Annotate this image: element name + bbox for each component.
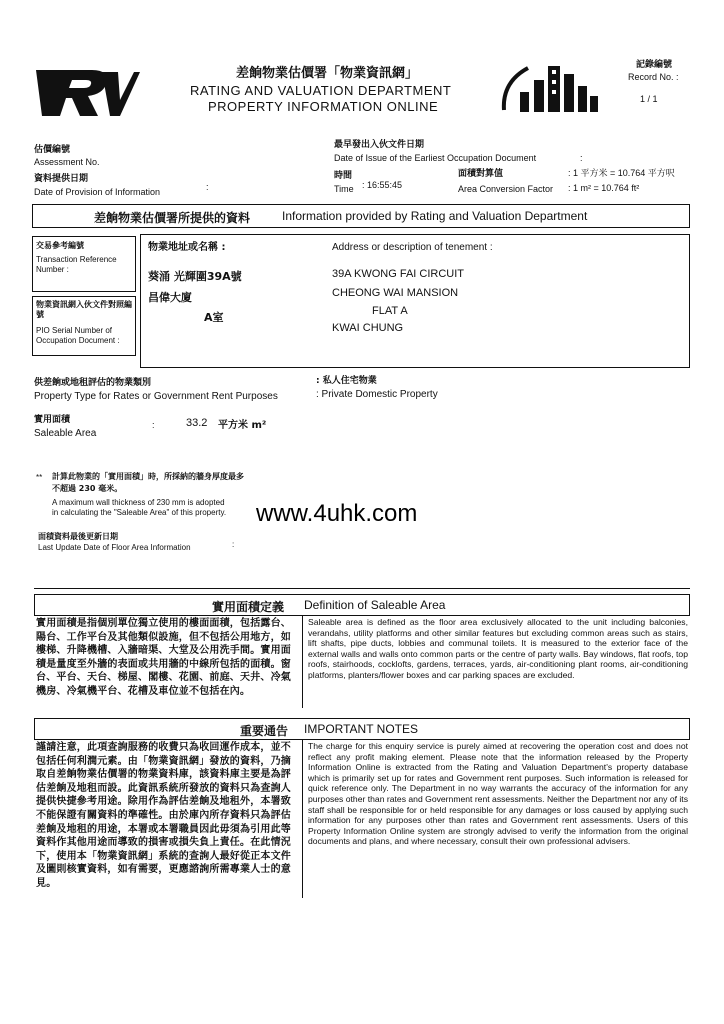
conv-value-2: : 1 m² = 10.764 ft² [568,183,640,193]
address-cn-line-2: 昌偉大廈 [148,291,192,304]
last-update-label-en: Last Update Date of Floor Area Information [38,543,191,552]
issue-label-cn: 最早發出入伙文件日期 [334,140,425,150]
provision-label-en: Date of Provision of Information [34,187,161,197]
watermark: www.4uhk.com [256,500,418,527]
address-en-line-1: 39A KWONG FAI CIRCUIT [332,268,465,280]
note-cn-1: 計算此物業的「實用面積」時，所採納的牆身厚度最多 [52,472,244,481]
time-label-cn: 時間 [334,171,353,181]
conv-label-en: Area Conversion Factor [458,184,554,194]
address-box [140,234,690,368]
saleable-area-unit: 平方米 m² [218,420,267,431]
definition-text-cn: 實用面積是指個別單位獨立使用的樓面面積，包括露台、陽台、工作平台及其他類似設施，但不包括公用地方，如樓梯、升降機槽、入牆暗渠、大堂及公用洗手間。實用面積是量度至外牆的表面或共用牆的中線所包括的面積。窗台、平台、天台、梯屋、閣樓、花園、前庭、天井、冷氣機房、冷氣機平台、花槽及車位並不包括在內。 [36,618,291,697]
notes-divider [302,740,303,898]
header-title-en-2: PROPERTY INFORMATION ONLINE [208,99,439,114]
pio-serial-label-en: PIO Serial Number of Occupation Document : [36,326,120,345]
property-type-value-cn: : 私人住宅物業 [316,376,377,386]
property-type-value-en: : Private Domestic Property [316,389,438,400]
header-title-en-1: RATING AND VALUATION DEPARTMENT [190,83,452,98]
notes-heading-en: IMPORTANT NOTES [304,722,419,736]
note-en-1: A maximum wall thickness of 230 mm is adopted [52,498,225,507]
record-no-label-cn: 記錄編號 [636,60,673,70]
address-cn-line-1: 葵涌 光輝圍39A號 [148,270,242,283]
pio-serial-label-cn: 物業資訊網入伙文件對照編號 [36,300,132,319]
note-star: ** [36,473,43,482]
conv-label-cn: 面積對算值 [458,169,504,179]
note-en-2: in calculating the "Saleable Area" of this property. [52,508,227,517]
last-update-colon: : [232,540,235,549]
issue-label-en: Date of Issue of the Earliest Occupation Document [334,153,537,163]
issue-colon: : [580,153,583,163]
address-label-cn: 物業地址或名稱 : [148,242,226,253]
address-label-en: Address or description of tenement : [332,242,493,253]
last-update-label-cn: 面積資料最後更新日期 [38,532,118,541]
address-en-line-2: CHEONG WAI MANSION [332,287,459,299]
definition-divider [302,616,303,708]
saleable-area-label-cn: 實用面積 [34,415,71,425]
saleable-area-colon: : [152,420,155,430]
rv-logo [32,68,142,120]
saleable-area-label-en: Saleable Area [34,428,97,439]
provision-label-cn: 資料提供日期 [34,174,89,184]
conv-value-1: : 1 平方米 = 10.764 平方呎 [568,168,675,178]
assessment-label-en: Assessment No. [34,157,100,167]
time-value: : 16:55:45 [362,180,403,190]
txn-ref-label-en: Transaction Reference Number : [36,255,117,274]
note-cn-2: 不超過 230 毫米。 [52,484,123,493]
buildings-logo [498,52,608,116]
property-type-label-en: Property Type for Rates or Government Rent Purposes [34,391,278,402]
assessment-label-cn: 估價編號 [34,145,71,155]
definition-heading-cn: 實用面積定義 [212,600,285,614]
definition-top-rule [34,588,690,589]
txn-ref-label-cn: 交易參考編號 [36,241,84,250]
address-en-line-3: FLAT A [372,305,408,317]
notes-text-en: The charge for this enquiry service is purely aimed at recovering the operation cost and does not reflect any profit making element. Please note that the information released by the Property Information Online is extracted from the Rating and Valuation Department's property database which is primarily set up for rates and Government rent purposes. Such information is released for quick reference only. The Department in no way warrants the accuracy of the information for any purposes other than rates and Government rent assessments. Neither the Department nor any of its staff shall be responsible for or held responsible for any damages or loss caused by applying such information for any purposes other than rates and Government rent assessments. Users of this Property Information Online system are strongly advised to verify the information from the original documents and plans, and where necessary, consult their own professional advisers. [308,741,688,847]
provision-colon: : [206,182,209,192]
notes-text-cn: 謹請注意，此項查詢服務的收費只為收回運作成本，並不包括任何利潤元素。由「物業資訊網」發放的資料，乃摘取自差餉物業估價署的物業資料庫，該資料庫主要是為評估差餉及地租而設。此資訊系統所發放的資料只為查詢人提供快捷參考用途。除用作為評估差餉及地租外，本署致不能保證有關資料的準確性。由於庫內所存資料只為評估差餉及地租的用途，本署或本署職員因此毋須為引用此等資料作其他用途而導致的損害或損失負上責任。在此情況下，使用本「物業資訊網」系統的查詢人最好從正本文件及圖則核實資料，如有需要，更應諮詢所需專業人士的意見。 [36,742,291,889]
definition-heading-en: Definition of Saleable Area [304,598,446,612]
saleable-area-value: 33.2 [186,417,208,429]
info-banner-cn: 差餉物業估價署所提供的資料 [94,211,251,225]
address-en-line-4: KWAI CHUNG [332,322,404,334]
record-no-value: 1 / 1 [640,94,658,104]
time-label-en: Time [334,184,354,194]
header-title-cn: 差餉物業估價署「物業資訊網」 [236,66,419,81]
address-cn-line-3: A室 [204,311,224,324]
property-type-label-cn: 供差餉或地租評估的物業類別 [34,378,152,388]
record-no-label-en: Record No. : [628,72,679,82]
notes-heading-cn: 重要通告 [240,724,289,738]
info-banner-en: Information provided by Rating and Valuation Department [282,209,588,223]
definition-text-en: Saleable area is defined as the floor area exclusively allocated to the unit including balconies, verandahs, utility platforms and other similar features but excluding common areas such as stairs, lift shafts, pipe ducts, lobbies and communal toilets. It is measured to the exterior face of the external walls and walls onto common parts or the centre of party walls. Bay windows, flat roofs, top roofs, stairhoods, cocklofts, gardens, terraces, yards, air-conditioning plant rooms, air-conditioning platforms, planters/flower boxes and car parking spaces are excluded. [308,617,688,680]
